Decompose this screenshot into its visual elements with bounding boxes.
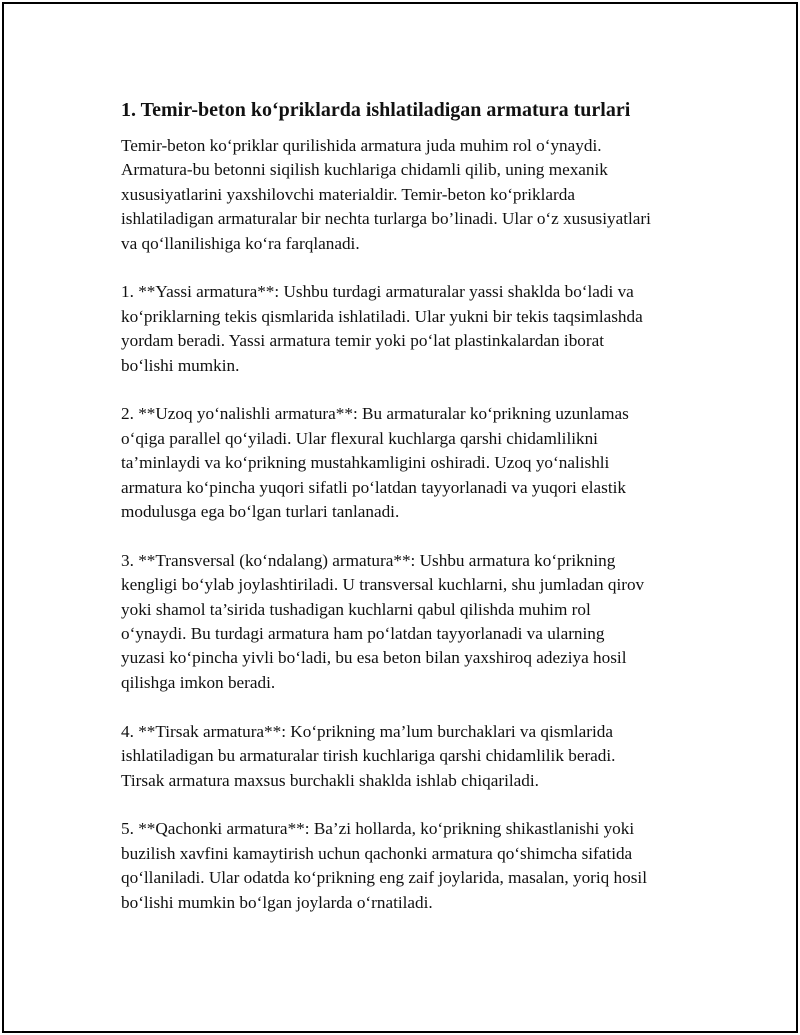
intro-paragraph: Temir-beton ko‘priklar qurilishida armatura juda muhim rol o‘ynaydi. Armatura-bu betonni siqilish kuchlariga chidamli qilib, uning mexanik xususiyatlarini yaxshilovchi materialdir. Temir-beton ko‘priklarda ishlatiladigan armaturalar bir nechta turlarga bo’linadi. Ular o‘z xususiyatlari va qo‘llanilishiga ko‘ra farqlanadi. <box>121 136 651 253</box>
paragraph-transverse-reinforcement: 3. **Transversal (ko‘ndalang) armatura**: Ushbu armatura ko‘prikning kengligi bo‘ylab joylashtiriladi. U transversal kuchlarni, shu jumladan qirov yoki shamol ta’sirida tushadigan kuchlarni qabul qilishda muhim rol o‘ynaydi. Bu turdagi armatura ham po‘latdan tayyorlanadi va ularning yuzasi ko‘pincha yivli bo‘ladi, bu esa beton bilan yaxshiroq adeziya hosil qilishga imkon beradi. <box>121 550 645 692</box>
paragraph-flat-reinforcement: 1. **Yassi armatura**: Ushbu turdagi armaturalar yassi shaklda bo‘ladi va ko‘priklarning tekis qismlarida ishlatiladi. Ular yukni bir tekis taqsimlashda yordam beradi. Yassi armatura temir yoki po‘lat plastinkalardan iborat bo‘lishi mumkin. <box>121 282 643 375</box>
paragraph-additional-reinforcement: 5. **Qachonki armatura**: Ba’zi hollarda, ko‘prikning shikastlanishi yoki buzilish xavfini kamaytirish uchun qachonki armatura qo‘shimcha sifatida qo‘llaniladi. Ular odatda ko‘prikning eng zaif joylarida, masalan, yoriq hosil bo‘lishi mumkin bo‘lgan joylarda o‘rnatiladi. <box>121 819 647 912</box>
document-body <box>121 96 701 939</box>
document-title: 1. Temir-beton ko‘priklarda ishlatiladigan armatura turlari <box>121 99 631 121</box>
page-frame <box>2 2 798 1033</box>
paragraph-longitudinal-reinforcement: 2. **Uzoq yo‘nalishli armatura**: Bu armaturalar ko‘prikning uzunlamas o‘qiga parallel qo‘yiladi. Ular flexural kuchlarga qarshi chidamlilikni ta’minlaydi va ko‘prikning mustahkamligini oshiradi. Uzoq yo‘nalishli armatura ko‘pincha yuqori sifatli po‘latdan tayyorlanadi va yuqori elastik modulusga ega bo‘lgan turlari tanlanadi. <box>121 404 629 522</box>
paragraph-bent-reinforcement: 4. **Tirsak armatura**: Ko‘prikning ma’lum burchaklari va qismlarida ishlatiladigan bu armaturalar tirish kuchlariga qarshi chidamlilik beradi. Tirsak armatura maxsus burchakli shaklda ishlab chiqariladi. <box>121 721 616 790</box>
